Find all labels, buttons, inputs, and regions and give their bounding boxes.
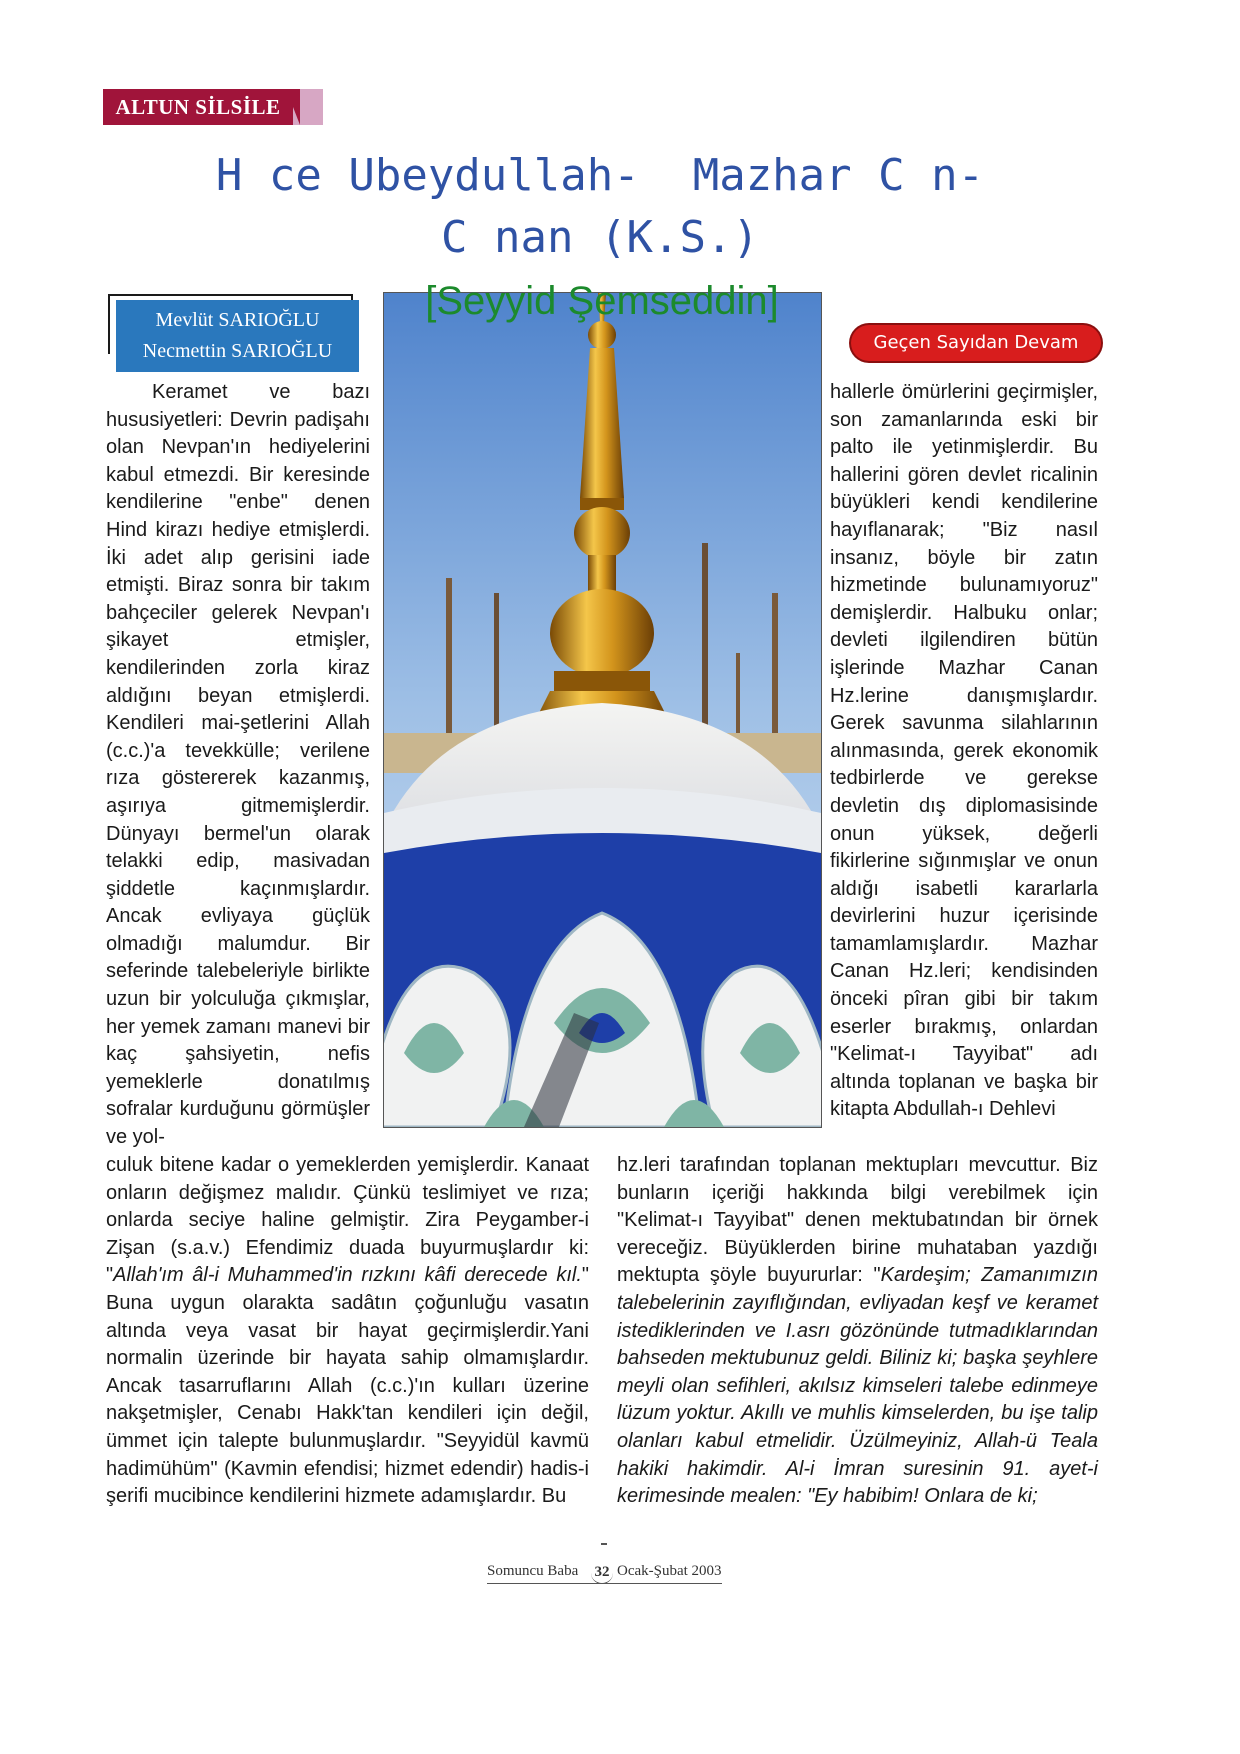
body-text: hz.leri tarafından toplanan mektupları mevcuttur. Biz bunların içeriği hakkında bilgi verebilmek için "Kelimat-ı Tayyibat" denen mektubatından bir örnek vereceğiz. Büyüklerden birine muhataban yazdığı mektupta şöyle buyururlar: " — [617, 1154, 1098, 1287]
quote-text: Kardeşim; Zamanımızın talebelerinin zayıflığından, evliyadan keşf ve keramet istediklerinden ve I.asrı gözönünde tutmadıklarından bahseden mektubunuz geldi. Biliniz ki; başka şeyhlere meyli olan sefihleri, akılsız kimseleri talebe edinmeye lüzum yoktur. Akıllı ve muhlis kimselerden, bu işe talip olanları kabul etmelidir. Üzülmeyiniz, Allah-ü Teala hakiki hakimdir. Al-i İmran suresinin 91. ayet-i kerimesinde mealen: "Ey habibim! Onlara de ki; — [617, 1264, 1098, 1508]
article-title-line2: C nan (K.S.) — [441, 212, 759, 263]
body-text: " Buna uygun olarakta sadâtın çoğunluğu vasatın altında veya vasat bir hayat geçirmişlerdir.Yani normalin üzerinde bir hayata sahip olmamışlardır. Ancak tasarruflarını Allah (c.c.)'ın kulları üzerine nakşetmişler, Cenabı Hakk'tan kendileri için değil, ümmet için talepte bulunmuşlardır. "Seyyidül kavmü hadimühüm" (Kavmin efendisi; hizmet edendir) hadis-i şerifi mucibince kendilerini hizmete adamışlardır. Bu — [106, 1264, 589, 1508]
section-tag-slant — [286, 89, 300, 125]
author-frame — [108, 294, 353, 296]
author-name-2: Necmettin SARIOĞLU — [142, 340, 333, 362]
footer-publication: Somuncu Baba — [487, 1563, 579, 1579]
article-subtitle: [Seyyid Şemseddin] — [425, 279, 779, 323]
section-tag — [103, 89, 323, 125]
footer-rule — [487, 1583, 722, 1584]
continued-badge: Geçen Sayıdan Devam — [851, 325, 1101, 361]
author-frame-left — [108, 294, 110, 354]
page-number: 32 — [591, 1561, 613, 1584]
body-column-left: Keramet ve bazı hususiyetleri: Devrin padişahı olan Nevpan'ın hediyelerini kabul etmezdi. Bir keresinde kendilerine "enbe" denen Hind kirazı hediye etmişlerdi. İki adet alıp gerisini iade etmişti. Biraz sonra bir takım bahçeciler gelerek Nevpan'ı şikayet etmişler, kendilerinden zorla kiraz aldığını beyan etmişlerdi. Kendileri mai-şetlerini Allah (c.c.)'a tevekkülle; verilene rıza göstererek kazanmış, aşırıya gitmemişlerdir. Dünyayı bermel'un olarak telakki edip, masivadan şiddetle kaçınmışlardır. Ancak evliyaya güçlük olmadığı malumdur. Bir seferinde talebeleriyle birlikte uzun bir yolculuğa çıkmışlar, her yemek zamanı manevi bir kaç şahsiyetin, nefis yemeklerle donatılmış sofralar kurduğunu görmüşler ve yol- — [106, 381, 370, 1149]
mausoleum-dome-photo — [383, 292, 822, 1128]
author-box — [116, 300, 359, 372]
body-column-bottom-left — [106, 1152, 589, 1511]
dome-illustration — [384, 293, 821, 1127]
page-footer — [487, 1557, 722, 1587]
footer-mark — [601, 1543, 607, 1545]
footer-issue-date: Ocak-Şubat 2003 — [617, 1563, 722, 1579]
article-title-line1: H ce Ubeydullah- Mazhar C n- — [215, 150, 985, 201]
article-title — [150, 145, 1050, 269]
author-name-1: Mevlüt SARIOĞLU — [155, 309, 320, 331]
body-text: culuk bitene kadar o yemeklerden yemişlerdir. Kanaat onların değişmez malıdır. Çünkü teslimiyet ve rıza; onlarda seciye haline gelmiştir. Zira Peygamber-i Zişan (s.a.v.) Efendimiz duada buyurmuşlardır ki: " — [106, 1154, 589, 1287]
body-column-right: hallerle ömürlerini geçirmişler, son zamanlarında eski bir palto ile yetinmişlerdir. Bu hallerini gören devlet ricalinin büyükleri kendi kendilerine hayıflanarak; "Biz nasıl insanız, böyle bir zatın hizmetinde bulunamıyoruz" demişlerdir. Halbuku onlar; devleti ilgilendiren bütün işlerinde Mazhar Canan Hz.lerine danışmışlardır. Gerek savunma silahlarının alınmasında, gerek ekonomik tedbirlerde ve gerekse devletin dış diplomasisinde onun yüksek, değerli fikirlerine sığınmışlar ve onun aldığı isabetli kararlarla devirlerini huzur içerisinde tamamlamışlardır. Mazhar Canan Hz.leri; kendisinden önceki pîran gibi bir takım eserler bırakmış, onlardan "Kelimat-ı Tayyibat" adı altında toplanan ve başka bir kitapta Abdullah-ı Dehlevi — [830, 381, 1098, 1121]
section-tag-label: ALTUN SİLSİLE — [103, 89, 293, 125]
body-column-bottom-right — [617, 1152, 1098, 1511]
quote-text: Allah'ım âl-i Muhammed'in rızkını kâfi derecede kıl. — [113, 1264, 582, 1287]
